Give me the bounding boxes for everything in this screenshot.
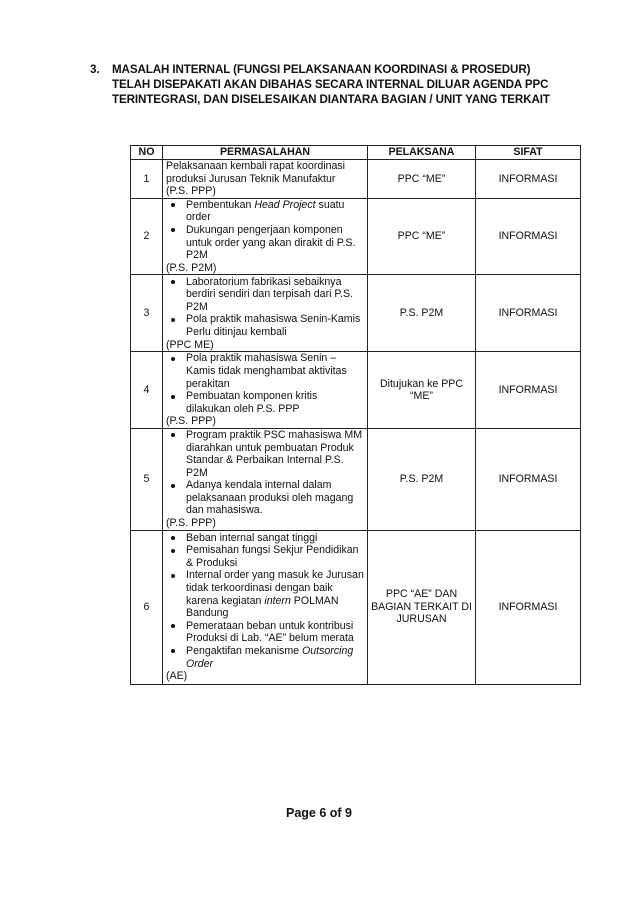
list-item-text: Beban internal sangat tinggi <box>186 531 318 544</box>
row-sifat: INFORMASI <box>476 352 581 429</box>
problem-source: (P.S. PPP) <box>166 415 216 428</box>
list-item <box>166 645 364 670</box>
list-item <box>166 313 364 338</box>
list-item-text: suatu order <box>186 198 345 224</box>
page-number: Page 6 of 9 <box>286 806 352 820</box>
header-permasalahan: PERMASALAHAN <box>163 146 368 160</box>
list-item-text: Program praktik PSC mahasiswa MM diarahkan untuk pembuatan Produk Standar & Perbaikan Internal P.S. P2M <box>186 428 363 479</box>
table-row <box>131 275 581 352</box>
row-sifat: INFORMASI <box>476 198 581 275</box>
table-row <box>131 198 581 275</box>
row-number: 4 <box>131 352 163 429</box>
table-row <box>131 160 581 199</box>
row-problem <box>163 275 368 352</box>
row-number: 2 <box>131 198 163 275</box>
list-item-text: Pemisahan fungsi Sekjur Pendidikan & Produksi <box>186 544 359 569</box>
list-item <box>166 544 364 569</box>
italic-term: Outsorcing Order <box>186 644 354 670</box>
header-sifat: SIFAT <box>476 146 581 160</box>
problem-source: (P.S. PPP) <box>166 185 216 198</box>
row-pelaksana: P.S. P2M <box>368 428 476 530</box>
row-number: 1 <box>131 160 163 199</box>
list-item <box>166 620 364 645</box>
problem-list <box>166 352 364 415</box>
list-item <box>166 352 364 390</box>
row-problem <box>163 428 368 530</box>
list-item <box>166 390 364 415</box>
issues-table <box>130 145 581 685</box>
italic-term: Head Project <box>254 198 316 211</box>
list-item-text: Pembuatan komponen kritis dilakukan oleh P.S. PPP <box>186 390 318 415</box>
header-pelaksana: PELAKSANA <box>368 146 476 160</box>
list-item-text: Internal order yang masuk ke Jurusan tidak terkoordinasi dengan baik karena kegiatan <box>186 569 364 607</box>
list-item-text: Pola praktik mahasiswa Senin-Kamis Perlu ditinjau kembali <box>186 313 361 338</box>
problem-text: Pelaksanaan kembali rapat koordinasi produksi Jurusan Teknik Manufaktur <box>166 160 346 185</box>
section-title-line: TERINTEGRASI, DAN DISELESAIKAN DIANTARA BAGIAN / UNIT YANG TERKAIT <box>112 93 550 106</box>
row-sifat: INFORMASI <box>476 428 581 530</box>
row-problem <box>163 530 368 684</box>
list-item <box>166 569 364 619</box>
section-title <box>112 62 590 107</box>
table-header-row <box>131 146 581 160</box>
list-item <box>166 479 364 517</box>
table-row <box>131 530 581 684</box>
italic-term: intern <box>264 594 291 607</box>
row-pelaksana: PPC “AE” DAN BAGIAN TERKAIT DI JURUSAN <box>368 530 476 684</box>
row-pelaksana: Ditujukan ke PPC “ME” <box>368 352 476 429</box>
list-item <box>166 429 364 479</box>
row-pelaksana: PPC “ME” <box>368 160 476 199</box>
row-sifat: INFORMASI <box>476 160 581 199</box>
section-heading <box>90 62 590 107</box>
list-item-text: Pembentukan <box>186 198 255 211</box>
list-item-text: Dukungan pengerjaan komponen untuk order yang akan dirakit di P.S. P2M <box>186 223 356 262</box>
problem-list <box>166 532 364 671</box>
section-title-line: TELAH DISEPAKATI AKAN DIBAHAS SECARA INTERNAL DILUAR AGENDA PPC <box>112 78 549 91</box>
section-title-line: MASALAH INTERNAL (FUNGSI PELAKSANAAN KOORDINASI & PROSEDUR) <box>112 63 531 76</box>
row-problem <box>163 160 368 199</box>
list-item-text: Pemerataan beban untuk kontribusi Produksi di Lab. “AE” belum merata <box>186 619 354 645</box>
row-number: 3 <box>131 275 163 352</box>
list-item-text: POLMAN Bandung <box>186 594 339 620</box>
section-number: 3. <box>90 63 100 76</box>
problem-list <box>166 276 364 339</box>
row-number: 6 <box>131 530 163 684</box>
row-problem <box>163 352 368 429</box>
problem-source: (P.S. PPP) <box>166 517 216 530</box>
list-item <box>166 224 364 262</box>
row-sifat: INFORMASI <box>476 530 581 684</box>
list-item <box>166 199 364 224</box>
list-item <box>166 532 364 545</box>
problem-source: (AE) <box>166 670 188 683</box>
problem-list <box>166 199 364 262</box>
header-no: NO <box>131 146 163 160</box>
table-row <box>131 352 581 429</box>
row-pelaksana: PPC “ME” <box>368 198 476 275</box>
row-sifat: INFORMASI <box>476 275 581 352</box>
table-row <box>131 428 581 530</box>
list-item-text: Adanya kendala internal dalam pelaksanaan produksi oleh magang dan mahasiswa. <box>186 479 354 517</box>
row-number: 5 <box>131 428 163 530</box>
row-problem <box>163 198 368 275</box>
list-item-text: Laboratorium fabrikasi sebaiknya berdiri sendiri dan terpisah dari P.S. P2M <box>186 275 354 313</box>
table-body <box>131 160 581 685</box>
problem-source: (PPC ME) <box>166 338 214 351</box>
row-pelaksana: P.S. P2M <box>368 275 476 352</box>
list-item-text: Pola praktik mahasiswa Senin – Kamis tidak menghambat aktivitas perakitan <box>186 352 347 390</box>
problem-list <box>166 429 364 517</box>
problem-source: (P.S. P2M) <box>166 261 217 274</box>
list-item <box>166 276 364 314</box>
list-item-text: Pengaktifan mekanisme <box>186 644 303 657</box>
